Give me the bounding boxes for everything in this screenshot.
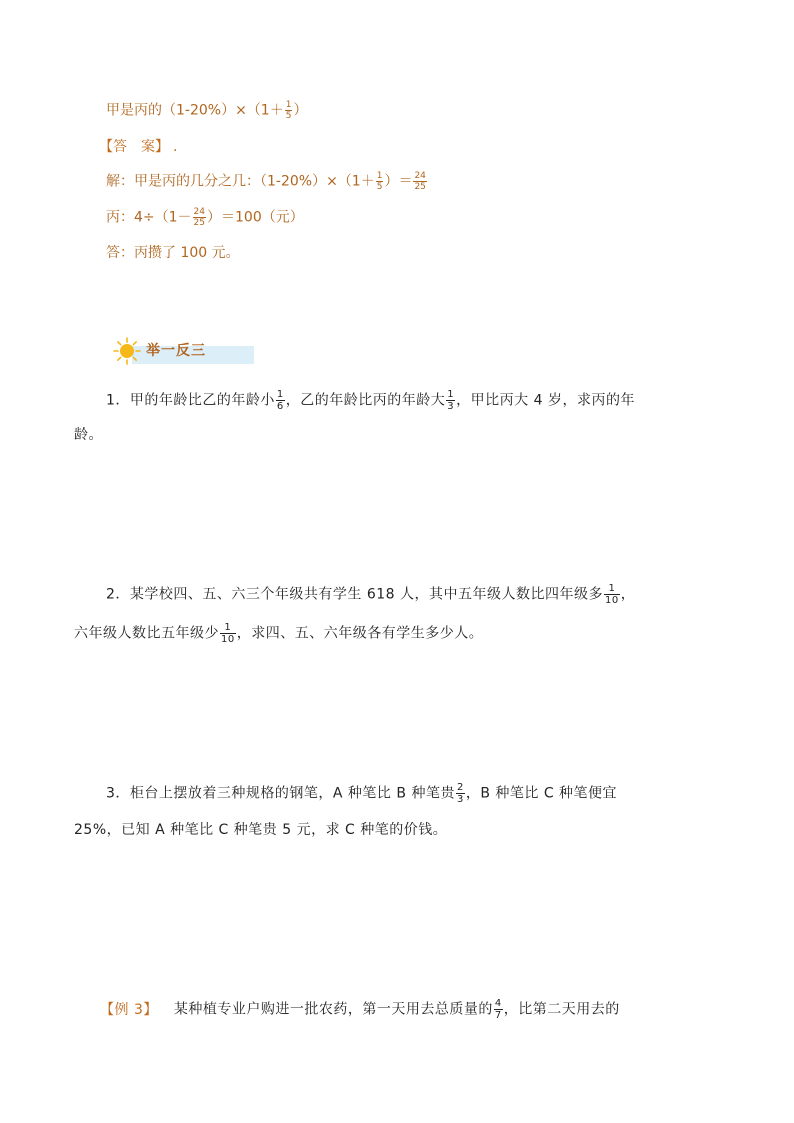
denominator: 3 [456,794,464,805]
answer-label [99,137,177,157]
text: ）＝ [384,173,413,190]
denominator: 25 [414,182,426,192]
question-3-line-2 [74,820,447,840]
denominator: 6 [276,401,284,412]
text: ，甲比丙大 4 岁，求丙的年 [456,392,635,409]
solution-line-1 [106,100,307,121]
text: 某种植专业户购进一批农药，第一天用去总质量的 [173,1001,493,1018]
fraction [413,171,426,192]
answer-dot: . [173,139,178,155]
text: 丙：4÷（1－ [106,209,192,226]
text: ，比第二天用去的 [503,1001,620,1018]
fraction [193,207,206,228]
text: 龄。 [74,427,103,443]
text: 六年级人数比五年级少 [74,625,219,642]
text: 答：丙攒了 100 元。 [106,245,240,261]
numerator: 1 [220,622,236,634]
solution-line-3 [106,207,304,228]
text: ，乙的年龄比丙的年龄大 [285,392,446,409]
denominator: 10 [221,634,235,645]
sun-icon [112,336,142,366]
numerator: 2 [456,782,464,793]
fraction [285,100,293,121]
answer-heading: 【答 案】 [99,139,169,155]
example-3-line-1 [100,998,620,1021]
question-1-line-1 [106,389,635,412]
text: 25%，已知 A 种笔比 C 种笔贵 5 元，求 C 种笔的价钱。 [74,822,448,838]
text: ） [293,102,308,119]
fraction [376,171,384,192]
denominator: 5 [285,111,292,121]
solution-line-2 [106,171,428,192]
numerator: 1 [604,583,620,595]
question-1-line-2 [74,425,103,445]
fraction [604,583,620,606]
question-2-line-1 [106,583,635,606]
text: 1．甲的年龄比乙的年龄小 [106,392,275,409]
text: 3．柜台上摆放着三种规格的钢笔，A 种笔比 B 种笔贵 [106,785,455,802]
text: 解：甲是丙的几分之几：（1-20%）×（1＋ [106,173,375,190]
text: 2．某学校四、五、六三个年级共有学生 618 人，其中五年级人数比四年级多 [106,586,604,603]
numerator: 1 [285,100,292,110]
denominator: 3 [447,401,455,412]
fraction [446,389,455,412]
numerator: 1 [376,171,383,181]
denominator: 10 [605,595,619,606]
section-header [112,336,242,366]
numerator: 1 [447,389,455,400]
fraction [456,782,465,805]
fraction [220,622,236,645]
text: ，求四、五、六年级各有学生多少人。 [236,625,484,642]
text: ）＝100（元） [207,209,304,226]
denominator: 5 [376,182,383,192]
numerator: 24 [193,207,205,217]
denominator: 25 [193,218,205,228]
text: ， [620,586,636,603]
numerator: 24 [414,171,426,181]
numerator: 4 [494,998,502,1009]
text: ，B 种笔比 C 种笔便宜 [465,785,618,802]
question-3-line-1 [106,782,617,805]
numerator: 1 [276,389,284,400]
denominator: 7 [494,1010,502,1021]
fraction [494,998,503,1021]
question-2-line-2 [74,622,483,645]
section-title: 举一反三 [146,343,206,359]
fraction [276,389,285,412]
solution-line-4 [106,243,240,263]
text: 甲是丙的（1-20%）×（1＋ [106,102,284,119]
example-label: 【例 3】 [100,1001,158,1018]
